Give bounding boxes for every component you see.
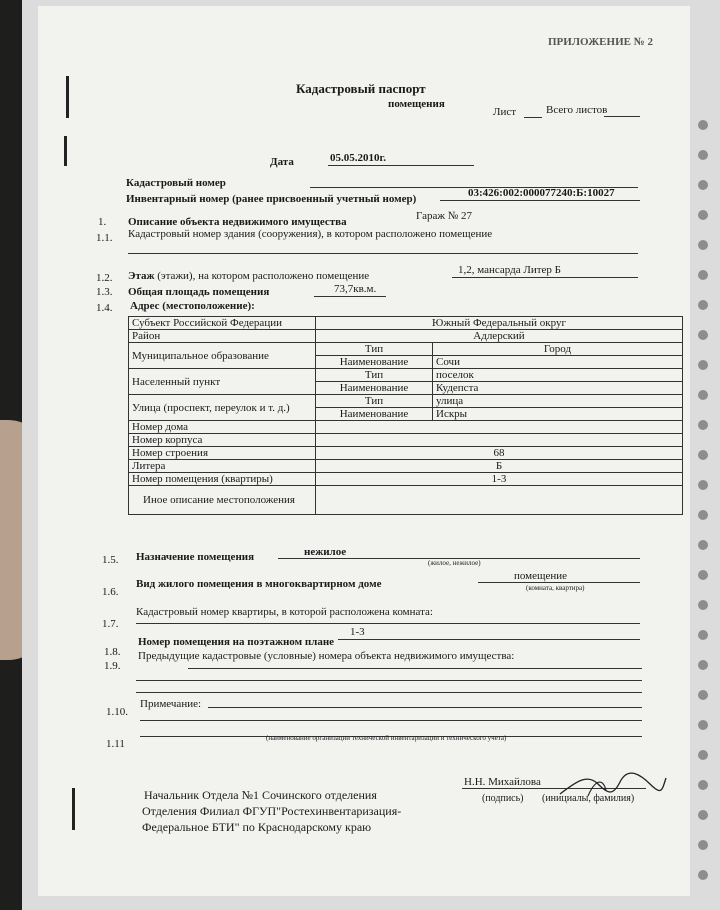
signer-position-line3: Федеральное БТИ" по Краснодарскому краю [142, 820, 372, 834]
table-row [129, 369, 683, 382]
item-number: 1. [98, 216, 107, 228]
type-label: Тип [316, 343, 433, 356]
date-label: Дата [270, 156, 294, 168]
document-subtitle: помещения [388, 98, 445, 110]
address-label: Адрес (местоположение): [130, 300, 255, 312]
item-number: 1.2. [96, 272, 113, 284]
corpus-value [316, 434, 683, 447]
object-description-value: Гараж № 27 [416, 210, 472, 222]
other-description-label: Иное описание местоположения [129, 486, 316, 515]
object-description-label: Описание объекта недвижимого имущества [128, 216, 347, 228]
item-number: 1.3. [96, 286, 113, 298]
item-number: 1.8. [104, 646, 121, 658]
address-table [128, 316, 683, 515]
type-label: Тип [316, 369, 433, 382]
signer-position-line1: Начальник Отдела №1 Сочинского отделения [144, 788, 377, 802]
item-number: 1.6. [102, 586, 119, 598]
table-row [129, 434, 683, 447]
type-label: Тип [316, 395, 433, 408]
item-number: 1.11 [106, 738, 125, 750]
subject-value: Южный Федеральный округ [316, 317, 683, 330]
handwritten-signature [558, 770, 668, 800]
table-row [129, 421, 683, 434]
item-number: 1.7. [102, 618, 119, 630]
table-row [129, 486, 683, 515]
table-row [129, 460, 683, 473]
previous-numbers-label: Предыдущие кадастровые (условные) номера объекта недвижимого имущества: [138, 650, 515, 662]
letter-value: Б [316, 460, 683, 473]
building-label: Номер строения [129, 447, 316, 460]
room-label: Номер помещения (квартиры) [129, 473, 316, 486]
sheets-total-label: Всего листов [546, 104, 608, 116]
signer-position-line2: Отделения Филиал ФГУП"Ростехинвентаризация- [142, 804, 402, 818]
binder-mark [66, 76, 69, 118]
cadastral-number-label: Кадастровый номер [126, 177, 226, 189]
name-label: Наименование [316, 356, 433, 369]
item-number: 1.10. [106, 706, 128, 718]
table-row [129, 317, 683, 330]
floor-value: 1,2, мансарда Литер Б [458, 264, 561, 276]
item-number: 1.4. [96, 302, 113, 314]
document-page [38, 6, 690, 896]
street-label: Улица (проспект, переулок и т. д.) [129, 395, 316, 421]
letter-label: Литера [129, 460, 316, 473]
inventory-number-value: 03:426:002:000077240:Б:10027 [468, 187, 615, 199]
table-row [129, 473, 683, 486]
purpose-value: нежилое [304, 546, 347, 558]
settlement-type: поселок [433, 369, 683, 382]
table-row [129, 395, 683, 408]
other-description-value [316, 486, 683, 515]
item-number: 1.5. [102, 554, 119, 566]
name-label: Наименование [316, 408, 433, 421]
residential-type-value: помещение [514, 570, 568, 582]
binder-mark [64, 136, 67, 166]
floor-plan-number-label: Номер помещения на поэтажном плане [138, 636, 335, 648]
residential-type-label: Вид жилого помещения в многоквартирном доме [136, 578, 382, 590]
corpus-label: Номер корпуса [129, 434, 316, 447]
street-name: Искры [433, 408, 683, 421]
settlement-label: Населенный пункт [129, 369, 316, 395]
municipal-name: Сочи [433, 356, 683, 369]
name-label: Наименование [316, 382, 433, 395]
note-label: Примечание: [140, 698, 202, 710]
item-number: 1.1. [96, 232, 113, 244]
binder-mark [72, 788, 75, 830]
floor-label: Этаж (этажи), на котором расположено помещение [128, 270, 370, 282]
organization-hint: (наименование организации технической инвентаризации и технического учета) [266, 734, 507, 742]
purpose-hint: (жилое, нежилое) [428, 559, 481, 567]
building-cadastral-label: Кадастровый номер здания (сооружения), в котором расположено помещение [128, 228, 493, 240]
sheet-label: Лист [493, 106, 517, 118]
appendix-label: ПРИЛОЖЕНИЕ № 2 [548, 36, 654, 48]
municipal-type: Город [433, 343, 683, 356]
document-title: Кадастровый паспорт [296, 81, 426, 96]
municipal-label: Муниципальное образование [129, 343, 316, 369]
signer-name: Н.Н. Михайлова [464, 776, 541, 788]
initials-hint: (инициалы, фамилия) [542, 793, 635, 804]
district-value: Адлерский [316, 330, 683, 343]
room-value: 1-3 [316, 473, 683, 486]
district-label: Район [129, 330, 316, 343]
street-type: улица [433, 395, 683, 408]
subject-label: Субъект Российской Федерации [129, 317, 316, 330]
purpose-label: Назначение помещения [136, 551, 255, 563]
residential-type-hint: (комната, квартира) [526, 584, 585, 592]
inventory-number-label: Инвентарный номер (ранее присвоенный учетный номер) [126, 193, 417, 205]
building-value: 68 [316, 447, 683, 460]
total-area-value: 73,7кв.м. [334, 283, 377, 295]
floor-plan-number-value: 1-3 [350, 626, 365, 638]
table-row [129, 330, 683, 343]
signature-hint: (подпись) [482, 793, 524, 804]
house-label: Номер дома [129, 421, 316, 434]
date-value: 05.05.2010г. [330, 152, 387, 164]
total-area-label: Общая площадь помещения [128, 286, 270, 298]
house-value [316, 421, 683, 434]
table-row [129, 343, 683, 356]
settlement-name: Кудепста [433, 382, 683, 395]
table-row [129, 447, 683, 460]
item-number: 1.9. [104, 660, 121, 672]
punch-holes [694, 120, 714, 880]
apartment-cadastral-label: Кадастровый номер квартиры, в которой расположена комната: [136, 606, 433, 618]
